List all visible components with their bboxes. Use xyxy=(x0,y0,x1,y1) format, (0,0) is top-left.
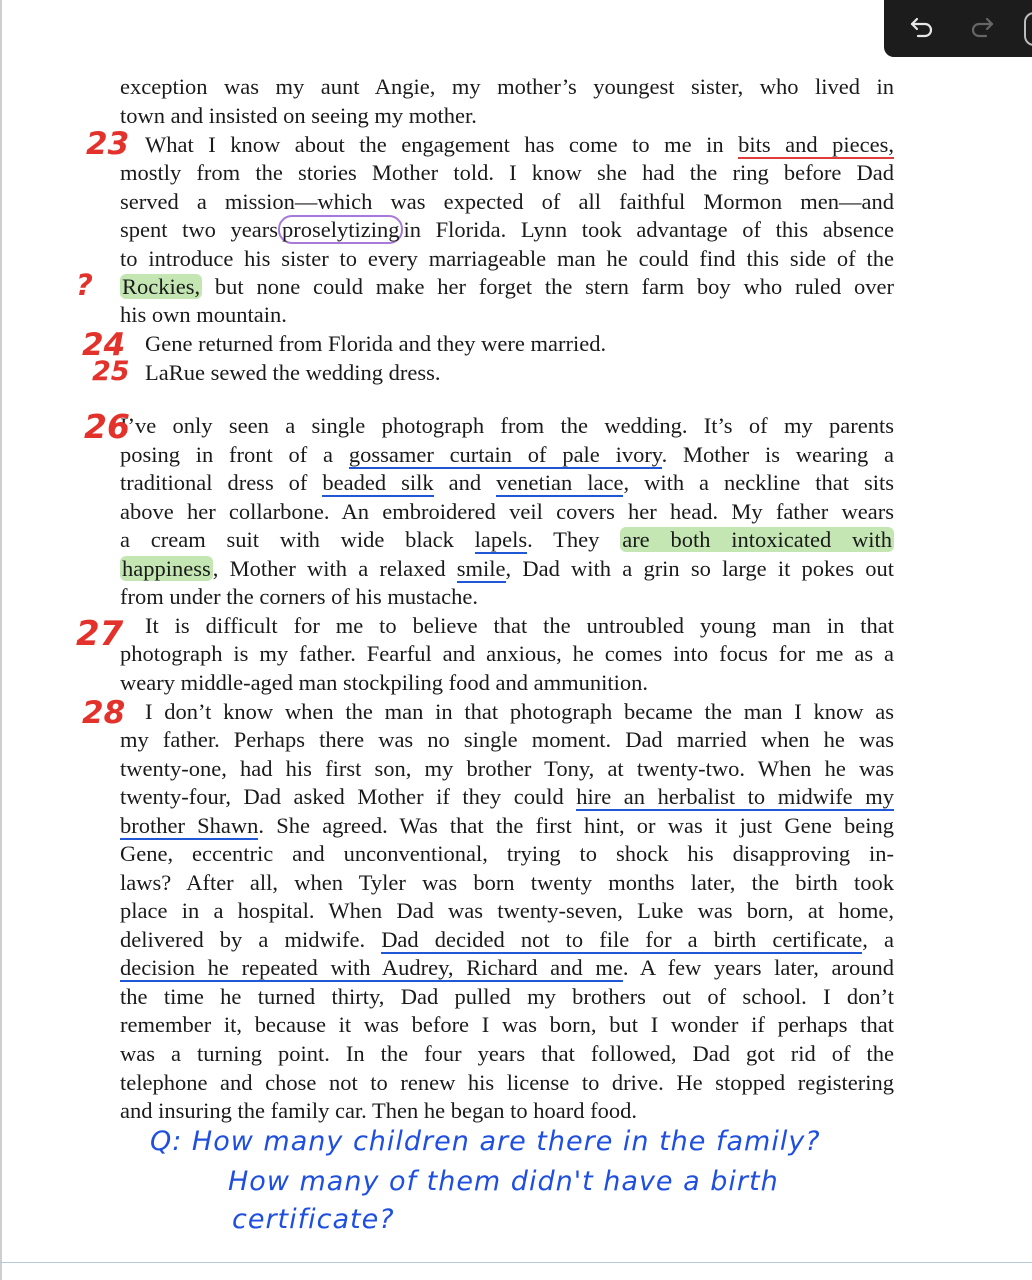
redo-button[interactable] xyxy=(962,9,1002,45)
text-line: mostly from the stories Mother told. I know she had the ring before Dad xyxy=(120,160,894,185)
text-line: It is difficult for me to believe that the untroubled young man in that xyxy=(145,613,894,638)
text-line: What I know about the engagement has come to me in bits and pieces, xyxy=(145,132,894,157)
circled-word: proselytizing xyxy=(278,215,403,244)
text-line: my father. Perhaps there was no single moment. Dad married when he was xyxy=(120,727,894,752)
text-line: decision he repeated with Audrey, Richard and me. A few years later, around xyxy=(120,955,894,980)
text-line: town and insisted on seeing my mother. xyxy=(120,103,477,128)
handwritten-question-line: How many of them didn't have a birth xyxy=(228,1166,779,1197)
underline-blue: smile xyxy=(456,556,506,581)
highlight-green: Rockies, xyxy=(122,274,201,299)
underline-blue: decision he repeated with Audrey, Richard and me xyxy=(120,955,623,980)
text-line: a cream suit with wide black lapels. They are both intoxicated with xyxy=(120,527,893,552)
page-bottom-divider xyxy=(0,1262,1032,1263)
underline-red: bits and pieces, xyxy=(738,132,894,157)
text-line: laws? After all, when Tyler was born twenty months later, the birth took xyxy=(120,870,894,895)
text-line: remember it, because it was before I was born, but I wonder if perhaps that xyxy=(120,1012,894,1037)
text-line: his own mountain. xyxy=(120,302,287,327)
underline-blue: venetian lace xyxy=(496,470,624,495)
text-line: happiness, Mother with a relaxed smile, Dad with a grin so large it pokes out xyxy=(122,556,894,581)
underline-blue: gossamer curtain of pale ivory xyxy=(348,442,662,467)
paragraph-number-26: 26 xyxy=(84,407,130,446)
text-line: place in a hospital. When Dad was twenty-seven, Luke was born, at home, xyxy=(120,898,894,923)
text-line: twenty-one, had his first son, my brother Tony, at twenty-two. When he was xyxy=(120,756,894,781)
paragraph-number-23: 23 xyxy=(86,126,130,162)
text-line: twenty-four, Dad asked Mother if they could hire an herbalist to midwife my xyxy=(120,784,894,809)
text-line: I’ve only seen a single photograph from the wedding. It’s of my parents xyxy=(120,413,894,438)
text-line: traditional dress of beaded silk and venetian lace, with a neckline that sits xyxy=(120,470,894,495)
toolbar-edge-handle[interactable] xyxy=(1024,12,1032,46)
highlight-green: are both intoxicated with xyxy=(622,527,893,552)
paragraph-number-24: 24 xyxy=(82,327,126,363)
text-line: LaRue sewed the wedding dress. xyxy=(145,360,441,385)
text-line: photograph is my father. Fearful and anxious, he comes into focus for me as a xyxy=(120,641,894,666)
underline-blue: lapels xyxy=(474,527,528,552)
text-line: delivered by a midwife. Dad decided not to file for a birth certificate, a xyxy=(120,927,894,952)
annotation-toolbar xyxy=(884,0,1032,57)
paragraph-number-25: 25 xyxy=(92,356,130,387)
page-left-edge xyxy=(0,0,2,1280)
text-line: was a turning point. In the four years that followed, Dad got rid of the xyxy=(120,1041,894,1066)
text-line: exception was my aunt Angie, my mother’s youngest sister, who lived in xyxy=(120,74,894,99)
text-line: served a mission—which was expected of all faithful Mormon men—and xyxy=(120,189,894,214)
highlight-green: happiness xyxy=(122,556,211,581)
question-mark-annotation: ? xyxy=(76,268,93,302)
text-line: to introduce his sister to every marriageable man he could find this side of the xyxy=(120,246,894,271)
redo-icon xyxy=(968,15,996,39)
handwritten-question-line: certificate? xyxy=(232,1204,395,1235)
paragraph-number-28: 28 xyxy=(82,695,126,731)
undo-button[interactable] xyxy=(902,9,942,45)
text-line: weary middle-aged man stockpiling food and ammunition. xyxy=(120,670,649,695)
text-line: Rockies, but none could make her forget the stern farm boy who ruled over xyxy=(122,274,894,299)
underline-blue: beaded silk xyxy=(322,470,434,495)
text-line: spent two years proselytizing in Florida. Lynn took advantage of this absence xyxy=(120,217,894,242)
text-line: Gene, eccentric and unconventional, trying to shock his disapproving in- xyxy=(120,841,894,866)
text-line: I don’t know when the man in that photograph became the man I know as xyxy=(145,699,894,724)
text-line: and insuring the family car. Then he began to hoard food. xyxy=(120,1098,637,1123)
underline-blue: hire an herbalist to midwife my xyxy=(576,784,894,809)
text-line: Gene returned from Florida and they were married. xyxy=(145,331,607,356)
text-line: posing in front of a gossamer curtain of pale ivory. Mother is wearing a xyxy=(120,442,895,467)
underline-blue: brother Shawn xyxy=(120,813,259,838)
text-line: from under the corners of his mustache. xyxy=(120,584,479,609)
text-line: brother Shawn. She agreed. Was that the first hint, or was it just Gene being xyxy=(120,813,894,838)
text-line: telephone and chose not to renew his license to drive. He stopped registering xyxy=(120,1070,894,1095)
undo-icon xyxy=(908,15,936,39)
paragraph-number-27: 27 xyxy=(76,614,124,654)
handwritten-question-line: Q: How many children are there in the family? xyxy=(150,1126,821,1157)
underline-blue: Dad decided not to file for a birth certificate xyxy=(381,927,863,952)
text-line: the time he turned thirty, Dad pulled my brothers out of school. I don’t xyxy=(120,984,894,1009)
text-line: above her collarbone. An embroidered veil covers her head. My father wears xyxy=(120,499,894,524)
